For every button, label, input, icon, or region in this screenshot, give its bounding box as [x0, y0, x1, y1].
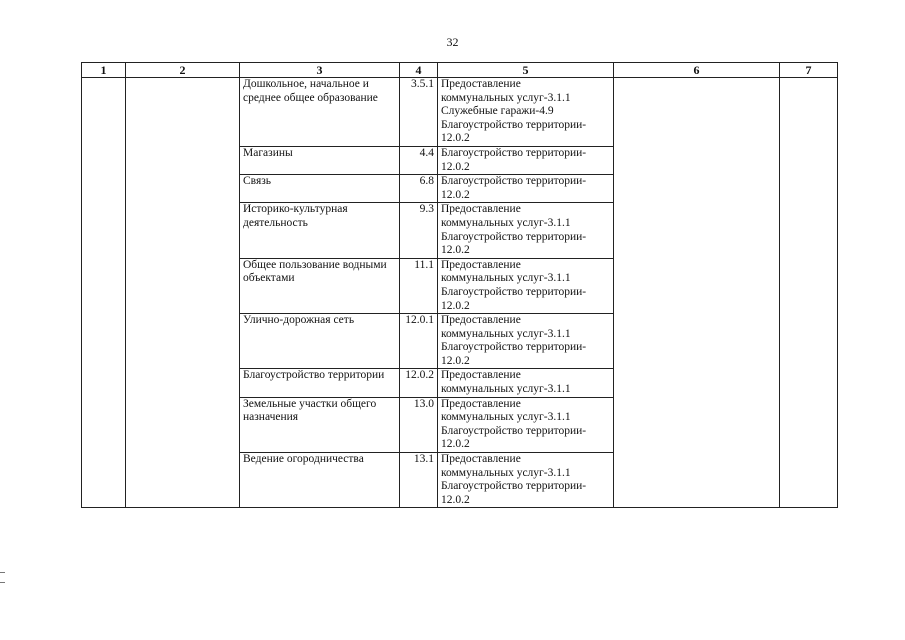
related-uses-cell: Предоставление коммунальных услуг-3.1.1 Благоустройство территории- 12.0.2	[438, 397, 614, 452]
page-number: 32	[446, 35, 459, 49]
use-name-cell: Благоустройство территории	[240, 369, 400, 397]
use-name-cell: Земельные участки общего назначения	[240, 397, 400, 452]
zoning-table	[81, 62, 838, 508]
table-row	[82, 78, 838, 147]
cell-col-6	[614, 78, 780, 508]
use-name-cell: Ведение огородничества	[240, 453, 400, 508]
related-uses-cell: Предоставление коммунальных услуг-3.1.1 Благоустройство территории- 12.0.2	[438, 453, 614, 508]
header-col-1: 1	[82, 63, 126, 78]
use-code-cell: 13.1	[400, 453, 438, 508]
use-code-cell: 12.0.2	[400, 369, 438, 397]
related-uses-cell: Благоустройство территории- 12.0.2	[438, 175, 614, 203]
use-name-cell: Историко-культурная деятельность	[240, 203, 400, 258]
cell-col-7	[780, 78, 838, 508]
table-body	[82, 78, 838, 508]
margin-mark	[0, 572, 5, 573]
use-code-cell: 12.0.1	[400, 314, 438, 369]
header-col-4: 4	[400, 63, 438, 78]
related-uses-cell: Предоставление коммунальных услуг-3.1.1 Служебные гаражи-4.9 Благоустройство территории- 12.0.2	[438, 78, 614, 147]
header-col-2: 2	[126, 63, 240, 78]
margin-mark	[0, 582, 5, 583]
related-uses-cell: Предоставление коммунальных услуг-3.1.1 Благоустройство территории- 12.0.2	[438, 258, 614, 313]
header-row	[82, 63, 838, 78]
use-code-cell: 3.5.1	[400, 78, 438, 147]
use-code-cell: 11.1	[400, 258, 438, 313]
use-name-cell: Магазины	[240, 146, 400, 174]
cell-col-1	[82, 78, 126, 508]
related-uses-cell: Предоставление коммунальных услуг-3.1.1 Благоустройство территории- 12.0.2	[438, 314, 614, 369]
header-col-3: 3	[240, 63, 400, 78]
related-uses-cell: Предоставление коммунальных услуг-3.1.1	[438, 369, 614, 397]
use-code-cell: 6.8	[400, 175, 438, 203]
use-code-cell: 13.0	[400, 397, 438, 452]
use-name-cell: Связь	[240, 175, 400, 203]
header-col-7: 7	[780, 63, 838, 78]
related-uses-cell: Предоставление коммунальных услуг-3.1.1 Благоустройство территории- 12.0.2	[438, 203, 614, 258]
cell-col-2	[126, 78, 240, 508]
use-code-cell: 9.3	[400, 203, 438, 258]
related-uses-cell: Благоустройство территории- 12.0.2	[438, 146, 614, 174]
use-name-cell: Общее пользование водными объектами	[240, 258, 400, 313]
use-name-cell: Улично-дорожная сеть	[240, 314, 400, 369]
header-col-5: 5	[438, 63, 614, 78]
use-code-cell: 4.4	[400, 146, 438, 174]
use-name-cell: Дошкольное, начальное и среднее общее образование	[240, 78, 400, 147]
header-col-6: 6	[614, 63, 780, 78]
